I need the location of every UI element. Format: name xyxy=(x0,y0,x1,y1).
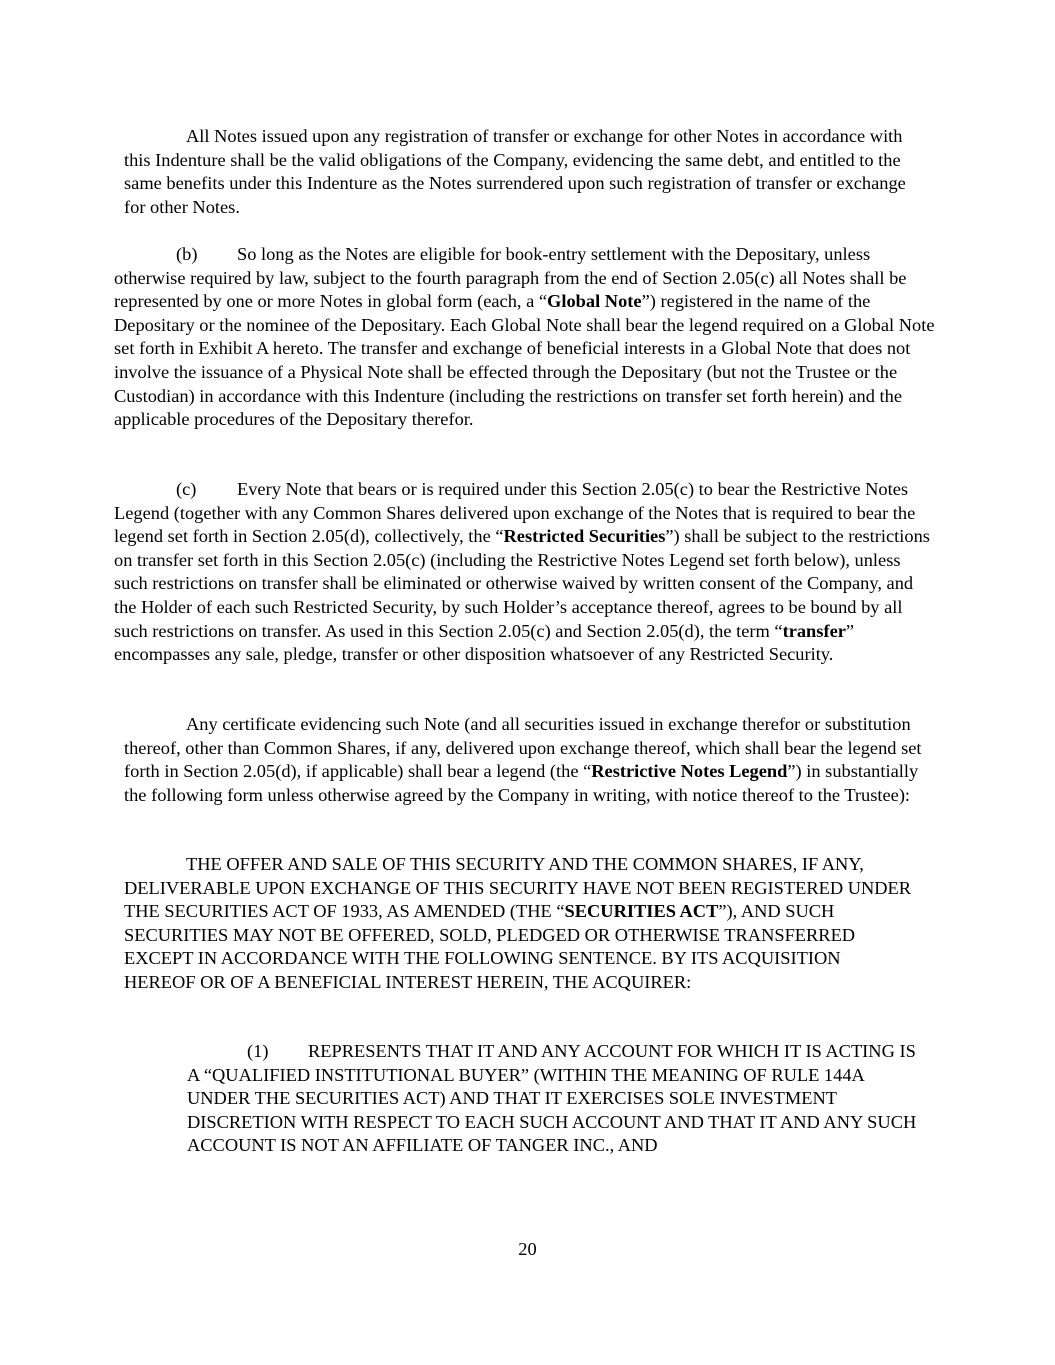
paragraph-b-global-notes xyxy=(114,243,936,432)
paragraph-notes-validity xyxy=(124,125,924,219)
paragraph-c-restricted-securities xyxy=(114,478,936,667)
paragraph-text: ”) in substantially the following form unless otherwise agreed by the Company in writing, with notice thereof to the Trustee): xyxy=(124,761,919,805)
paragraph-text: THE OFFER AND SALE OF THIS SECURITY AND THE COMMON SHARES, IF ANY, DELIVERABLE UPON EXCHANGE OF THIS SECURITY HAVE NOT BEEN REGISTERED UNDER THE SECURITIES ACT OF 1933, AS AMENDED (THE “ xyxy=(124,854,912,922)
paragraph-text: All Notes issued upon any registration of transfer or exchange for other Notes in accordance with this Indenture shall be the valid obligations of the Company, evidencing the same debt, and entitled to the same benefits under this Indenture as the Notes surrendered upon such registration of transfer or exchange for other Notes. xyxy=(124,126,906,217)
paragraph-text: Every Note that bears or is required under this Section 2.05(c) to bear the Restrictive Notes Legend (together with any Common Shares delivered upon exchange of the Notes that is required to bear the legend set forth in Section 2.05(d), collectively, the “ xyxy=(114,479,916,547)
paragraph-label: (b) xyxy=(176,244,198,264)
paragraph-text: ”) registered in the name of the Depositary or the nominee of the Depositary. Each Global Note shall bear the legend required on a Global Note set forth in Exhibit A hereto. The transfer and exchange of beneficial interests in a Global Note that does not involve the issuance of a Physical Note shall be effected through the Depositary (but not the Trustee or the Custodian) in accordance with this Indenture (including the restrictions on transfer set forth herein) and the applicable procedures of the Depositary therefor. xyxy=(114,291,935,430)
paragraph-text: REPRESENTS THAT IT AND ANY ACCOUNT FOR WHICH IT IS ACTING IS A “QUALIFIED INSTITUTIONAL BUYER” (WITHIN THE MEANING OF RULE 144A UNDER THE SECURITIES ACT) AND THAT IT EXERCISES SOLE INVESTMENT DISCRETION WITH RESPECT TO EACH SUCH ACCOUNT AND THAT IT AND ANY SUCH ACCOUNT IS NOT AN AFFILIATE OF TANGER INC., AND xyxy=(187,1041,917,1156)
paragraph-text: ”), AND SUCH SECURITIES MAY NOT BE OFFERED, SOLD, PLEDGED OR OTHERWISE TRANSFERRED EXCEPT IN ACCORDANCE WITH THE FOLLOWING SENTENCE. BY ITS ACQUISITION HEREOF OR OF A BENEFICIAL INTEREST HEREIN, THE ACQUIRER: xyxy=(124,901,856,992)
paragraph-text: ” encompasses any sale, pledge, transfer or other disposition whatsoever of any Restricted Security. xyxy=(114,620,855,665)
paragraph-certificate-legend xyxy=(124,713,932,807)
page-number: 20 xyxy=(518,1239,537,1259)
defined-term-transfer: transfer xyxy=(782,620,846,641)
paragraph-text: ”) shall be subject to the restrictions on transfer set forth in this Section 2.05(c) (including the Restrictive Notes Legend set forth below), unless such restrictions on transfer shall be eliminated or otherwise waived by written consent of the Company, and the Holder of each such Restricted Security, by such Holder’s acceptance thereof, agrees to be bound by all such restrictions on transfer. As used in this Section 2.05(c) and Section 2.05(d), the term “ xyxy=(114,526,930,641)
defined-term-restricted-securities: Restricted Securities xyxy=(503,526,666,547)
paragraph-legend-item-1 xyxy=(187,1040,931,1158)
defined-term-global-note: Global Note xyxy=(547,291,642,312)
paragraph-text: So long as the Notes are eligible for book-entry settlement with the Depositary, unless otherwise required by law, subject to the fourth paragraph from the end of Section 2.05(c) all Notes shall be represented by one or more Notes in global form (each, a “ xyxy=(114,244,907,312)
paragraph-label: (c) xyxy=(176,479,197,499)
paragraph-legend-text xyxy=(124,853,914,995)
paragraph-text: Any certificate evidencing such Note (and all securities issued in exchange therefor or substitution thereof, other than Common Shares, if any, delivered upon exchange thereof, which shall bear the legend set forth in Section 2.05(d), if applicable) shall bear a legend (the “ xyxy=(124,714,922,782)
defined-term-restrictive-notes-legend: Restrictive Notes Legend xyxy=(591,761,788,782)
defined-term-securities-act: SECURITIES ACT xyxy=(564,901,719,922)
paragraph-label: (1) xyxy=(247,1041,269,1061)
